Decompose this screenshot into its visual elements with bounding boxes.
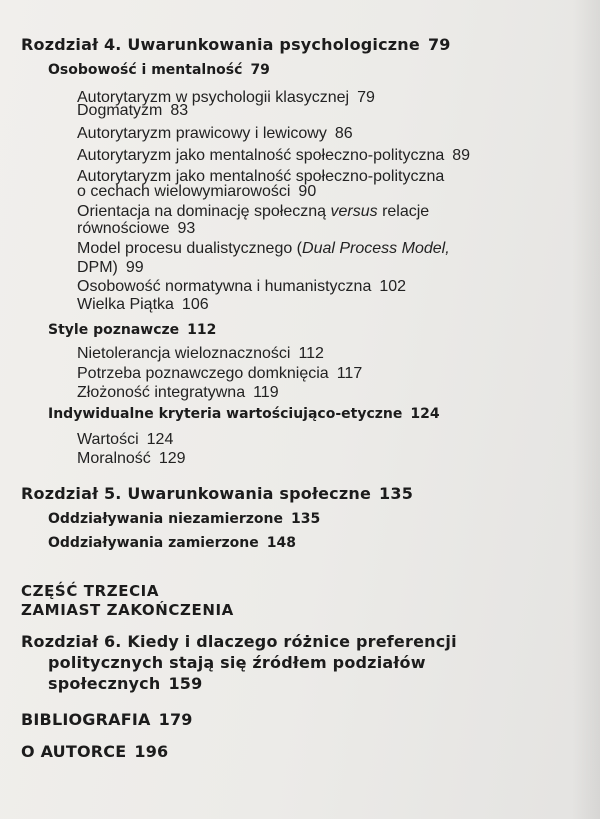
toc-item-page: 89 bbox=[452, 147, 471, 164]
toc-item-italic: versus bbox=[330, 203, 378, 220]
toc-item-text: Autorytaryzm jako mentalność społeczno-polityczna bbox=[77, 147, 445, 164]
chapter-6-entry-line3 bbox=[48, 676, 202, 692]
chapter-6-title-line1: Rozdział 6. Kiedy i dlaczego różnice preferencji bbox=[21, 632, 457, 651]
part-3-heading: CZĘŚĆ TRZECIA bbox=[21, 582, 160, 600]
toc-item-page: 112 bbox=[298, 345, 324, 362]
toc-item-continuation bbox=[77, 260, 144, 276]
toc-item bbox=[77, 346, 324, 362]
part-3-subheading: ZAMIAST ZAKOŃCZENIA bbox=[21, 601, 234, 619]
toc-item bbox=[77, 432, 173, 448]
toc-item bbox=[77, 204, 429, 220]
toc-item bbox=[77, 148, 470, 164]
toc-item-text: Model procesu dualistycznego ( bbox=[77, 240, 303, 257]
section-entry bbox=[48, 536, 296, 550]
section-page: 124 bbox=[410, 406, 440, 422]
toc-item-text: Autorytaryzm jako mentalność społeczno-polityczna bbox=[77, 168, 445, 185]
toc-item-page: 129 bbox=[158, 450, 186, 467]
section-entry bbox=[48, 63, 270, 77]
toc-item-italic: Dual Process Model, bbox=[302, 240, 450, 257]
toc-item-text: Potrzeba poznawczego domknięcia bbox=[77, 365, 329, 382]
toc-item-page: 86 bbox=[334, 125, 353, 142]
toc-item-page: 117 bbox=[336, 365, 363, 382]
toc-item-text-line2: o cechach wielowymiarowości bbox=[77, 183, 291, 200]
toc-item-page: 106 bbox=[181, 296, 209, 313]
toc-item-page: 119 bbox=[253, 384, 279, 401]
toc-item bbox=[77, 126, 353, 142]
section-page: 135 bbox=[291, 511, 321, 527]
section-title: Indywidualne kryteria wartościująco-etyczne bbox=[48, 406, 403, 422]
toc-item-text: Wielka Piątka bbox=[77, 296, 174, 313]
section-page: 112 bbox=[187, 322, 217, 338]
section-page: 148 bbox=[266, 535, 296, 551]
about-author-entry bbox=[21, 744, 168, 760]
toc-item-text: relacje bbox=[382, 203, 430, 220]
section-title: Style poznawcze bbox=[48, 322, 180, 338]
toc-item-text: Nietolerancja wieloznaczności bbox=[77, 345, 291, 362]
toc-item-page: 124 bbox=[146, 431, 174, 448]
toc-item-page: 83 bbox=[170, 102, 189, 119]
toc-item-text-line2: równościowe bbox=[77, 220, 170, 237]
chapter-4-entry bbox=[21, 37, 451, 53]
toc-item bbox=[77, 103, 188, 119]
toc-item-text: Dogmatyzm bbox=[77, 102, 163, 119]
chapter-5-entry bbox=[21, 486, 413, 502]
section-entry bbox=[48, 323, 216, 337]
toc-item bbox=[77, 297, 209, 313]
toc-item-page: 79 bbox=[357, 89, 375, 106]
toc-item-page: 102 bbox=[379, 278, 407, 295]
toc-item-text: Orientacja na dominację społeczną bbox=[77, 203, 327, 220]
section-entry bbox=[48, 407, 440, 421]
toc-item bbox=[77, 451, 186, 467]
toc-item-text: Osobowość normatywna i humanistyczna bbox=[77, 278, 372, 295]
section-title: Osobowość i mentalność bbox=[48, 62, 243, 78]
toc-item-text: Autorytaryzm w psychologii klasycznej bbox=[77, 89, 350, 106]
toc-item-text-line2: DPM) bbox=[77, 259, 118, 276]
chapter-6-page: 159 bbox=[168, 674, 203, 693]
chapter-6-title-line3: społecznych bbox=[48, 674, 161, 693]
toc-item-page: 99 bbox=[125, 259, 144, 276]
toc-item-text: Złożoność integratywna bbox=[77, 384, 246, 401]
toc-item-text: Moralność bbox=[77, 450, 151, 467]
about-author-title: O AUTORCE bbox=[21, 742, 127, 761]
toc-item-page: 90 bbox=[298, 183, 317, 200]
toc-item-continuation bbox=[77, 221, 195, 237]
toc-item-text: Autorytaryzm prawicowy i lewicowy bbox=[77, 125, 327, 142]
toc-item-continuation bbox=[77, 184, 316, 200]
toc-item bbox=[77, 366, 362, 382]
toc-item-page: 93 bbox=[177, 220, 196, 237]
section-entry bbox=[48, 512, 320, 526]
bibliography-title: BIBLIOGRAFIA bbox=[21, 710, 151, 729]
chapter-4-page: 79 bbox=[427, 35, 451, 54]
section-title: Oddziaływania zamierzone bbox=[48, 535, 259, 551]
toc-item bbox=[77, 279, 406, 295]
about-author-page: 196 bbox=[134, 742, 169, 761]
bibliography-page: 179 bbox=[158, 710, 193, 729]
section-title: Oddziaływania niezamierzone bbox=[48, 511, 283, 527]
chapter-4-title: Rozdział 4. Uwarunkowania psychologiczne bbox=[21, 35, 420, 54]
toc-item bbox=[77, 241, 450, 257]
toc-item bbox=[77, 385, 279, 401]
chapter-6-title-line2: politycznych stają się źródłem podziałów bbox=[48, 653, 426, 672]
bibliography-entry bbox=[21, 712, 193, 728]
chapter-5-title: Rozdział 5. Uwarunkowania społeczne bbox=[21, 484, 372, 503]
toc-item-text: Wartości bbox=[77, 431, 139, 448]
chapter-5-page: 135 bbox=[379, 484, 414, 503]
section-page: 79 bbox=[250, 62, 270, 78]
